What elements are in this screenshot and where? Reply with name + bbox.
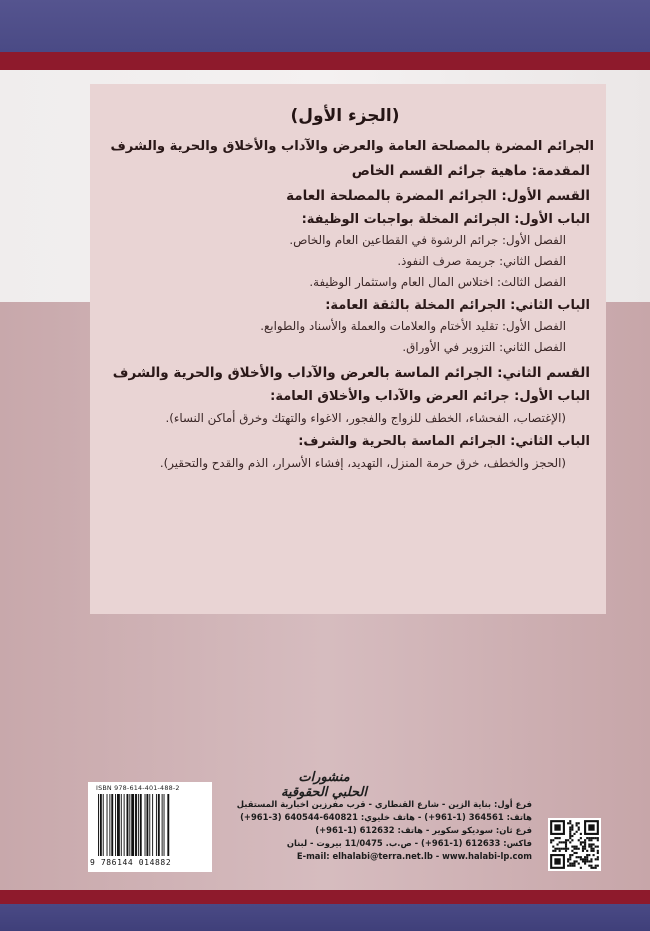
part1-chapter2-section1: الفصل الأول: تقليد الأختام والعلامات والعملة والأسناد والطوابع. [260,319,566,333]
qr-module [554,850,556,852]
qr-module [573,860,575,862]
qr-module [582,848,584,850]
qr-module [578,863,580,865]
qr-finder-core [554,858,560,864]
qr-module [584,846,586,848]
qr-module [588,860,590,862]
address-line-4: فاكس: 612633 (1-961+) - ص.ب. 11/0475 بيروت - لبنان [286,838,532,848]
barcode-bar [156,794,157,856]
qr-module [595,837,597,839]
part2-chapter2-body: (الحجز والخطف، خرق حرمة المنزل، التهديد، إفشاء الأسرار، الذم والقدح والتحقير). [159,456,566,470]
publisher-logo: منشورات الحلبي الحقوقية [281,770,367,800]
barcode-bar [111,794,113,856]
qr-module [569,835,571,837]
bottom-band [0,904,650,931]
qr-module [571,824,573,826]
qr-module [571,846,573,848]
qr-module [554,848,556,850]
part1-chapter2-heading: الباب الثاني: الجرائم المخلة بالثقة العامة: [325,298,590,313]
qr-module [576,824,578,826]
qr-module [597,839,599,841]
qr-module [590,865,592,867]
bottom-red-stripe [0,890,650,904]
qr-module [569,858,571,860]
qr-module [565,843,567,845]
isbn-barcode [88,782,212,872]
qr-module [590,837,592,839]
isbn-label: ISBN 978-614-401-488-2 [96,784,180,792]
qr-module [588,854,590,856]
barcode-bar [98,794,99,856]
qr-module [565,841,567,843]
qr-module [593,843,595,845]
qr-module [576,831,578,833]
qr-module [563,841,565,843]
qr-module [584,843,586,845]
qr-module [580,843,582,845]
main-title: الجرائم المضرة بالمصلحة العامة والعرض والآداب والأخلاق والحرية والشرف [110,139,594,154]
publisher-address [220,798,532,863]
qr-module [578,822,580,824]
qr-module [554,837,556,839]
qr-module [588,846,590,848]
qr-module [550,841,552,843]
barcode-bar [146,794,148,856]
barcode-bar [140,794,142,856]
qr-module [567,865,569,867]
qr-module [571,865,573,867]
barcode-bar [121,794,122,856]
qr-module [590,839,592,841]
qr-module [586,860,588,862]
qr-module [556,837,558,839]
barcode-bar [158,794,160,856]
qr-module [578,829,580,831]
qr-module [573,863,575,865]
isbn-digits: 9 786144 014882 [90,858,172,867]
part2-heading: القسم الثاني: الجرائم الماسة بالعرض والآداب والأخلاق والحرية والشرف [112,365,590,381]
qr-module [586,858,588,860]
qr-module [584,863,586,865]
qr-module [573,852,575,854]
qr-module [571,863,573,865]
qr-module [584,860,586,862]
qr-module [576,848,578,850]
qr-module [552,846,554,848]
qr-module [561,841,563,843]
qr-module [569,826,571,828]
qr-module [559,837,561,839]
qr-module [588,839,590,841]
barcode-bar [127,794,129,856]
qr-module [550,839,552,841]
qr-module [569,822,571,824]
qr-module [573,865,575,867]
part1-chapter1-section2: الفصل الثاني: جريمة صرف النفوذ. [397,254,566,268]
qr-module [584,856,586,858]
qr-module [569,856,571,858]
qr-module [593,848,595,850]
qr-module [569,865,571,867]
qr-module [578,826,580,828]
barcode-bars [98,794,202,856]
qr-code-graphic [548,818,601,871]
qr-module [576,846,578,848]
qr-module [571,854,573,856]
qr-module [584,848,586,850]
part1-chapter1-heading: الباب الأول: الجرائم المخلة بواجبات الوظيفة: [301,212,590,227]
barcode-bar [138,794,139,856]
qr-module [586,854,588,856]
qr-module [597,850,599,852]
qr-module [597,852,599,854]
qr-module [582,860,584,862]
qr-module [571,826,573,828]
qr-module [571,835,573,837]
qr-module [582,841,584,843]
qr-module [588,865,590,867]
qr-module [565,848,567,850]
qr-module [582,850,584,852]
barcode-bar [107,794,108,856]
part2-chapter2-heading: الباب الثاني: الجرائم الماسة بالحرية والشرف: [298,434,590,449]
qr-module [593,850,595,852]
qr-module [559,841,561,843]
qr-module [561,848,563,850]
qr-module [567,822,569,824]
qr-module [593,837,595,839]
volume-title: (الجزء الأول) [290,106,400,126]
qr-module [582,858,584,860]
qr-module [576,822,578,824]
qr-module [590,843,592,845]
barcode-bar [162,794,163,856]
qr-module [567,839,569,841]
part1-chapter1-section1: الفصل الأول: جرائم الرشوة في القطاعين العام والخاص. [289,233,566,247]
qr-module [597,858,599,860]
part2-chapter1-body: (الإغتصاب، الفحشاء، الخطف للزواج والفجور، الاغواء والتهتك وخرق أماكن النساء). [165,411,566,425]
qr-module [580,867,582,869]
qr-module [588,843,590,845]
barcode-bar [164,794,165,856]
qr-module [569,841,571,843]
qr-module [590,848,592,850]
part1-chapter2-section2: الفصل الثاني: التزوير في الأوراق. [402,340,566,354]
qr-module [590,858,592,860]
qr-module [590,850,592,852]
qr-module [580,841,582,843]
qr-module [586,850,588,852]
qr-module [567,858,569,860]
part2-chapter1-heading: الباب الأول: جرائم العرض والآداب والأخلاق العامة: [270,389,590,404]
qr-module [556,843,558,845]
qr-module [567,860,569,862]
qr-module [576,856,578,858]
address-line-3: فرع ثان: سوديكو سكوير - هاتف: 612632 (1-961+) [315,825,532,835]
qr-module [576,852,578,854]
qr-module [595,867,597,869]
qr-module [580,858,582,860]
qr-module [578,848,580,850]
qr-module [567,848,569,850]
qr-module [597,846,599,848]
qr-module [593,854,595,856]
part1-heading: القسم الأول: الجرائم المضرة بالمصلحة العامة [286,188,590,204]
qr-module [595,846,597,848]
qr-module [578,839,580,841]
address-line-2: هاتف: 364561 (1-961+) - هاتف خليوي: 640821-640544 (3-961+) [240,812,532,822]
qr-module [571,850,573,852]
qr-module [569,829,571,831]
qr-module [565,846,567,848]
qr-module [569,837,571,839]
qr-module [569,831,571,833]
qr-module [569,863,571,865]
barcode-bar [109,794,110,856]
barcode-bar [152,794,153,856]
qr-module [552,839,554,841]
qr-finder-core [554,824,560,830]
qr-module [552,850,554,852]
qr-module [569,833,571,835]
qr-module [590,867,592,869]
address-email: E-mail: elhalabi@terra.net.lb - www.halabi-lp.com [296,851,532,861]
top-band [0,0,650,52]
part1-chapter1-section3: الفصل الثالث: اختلاس المال العام واستثمار الوظيفة. [309,275,566,289]
qr-module [573,846,575,848]
qr-module [571,839,573,841]
qr-module [580,833,582,835]
qr-module [573,833,575,835]
qr-module [559,848,561,850]
qr-module [573,848,575,850]
barcode-bar [124,794,125,856]
qr-code [548,818,601,871]
qr-module [582,846,584,848]
qr-module [584,841,586,843]
qr-module [595,865,597,867]
address-line-1: فرع أول: بناية الزين - شارع القنطاري - قرب مفرزين اخبارية المستقبل [236,799,532,809]
barcode-bar [135,794,137,856]
contents-panel [90,84,606,614]
qr-module [565,850,567,852]
qr-module [586,856,588,858]
qr-module [588,837,590,839]
qr-module [584,839,586,841]
barcode-bar [129,794,130,856]
qr-module [590,860,592,862]
barcode-bar [117,794,120,856]
barcode-bar [131,794,134,856]
qr-module [571,829,573,831]
qr-module [595,858,597,860]
intro-heading: المقدمة: ماهية جرائم القسم الخاص [351,163,590,179]
qr-module [580,837,582,839]
qr-module [593,867,595,869]
barcode-bar [149,794,150,856]
qr-module [569,854,571,856]
qr-finder-core [588,824,594,830]
barcode-bar [103,794,104,856]
barcode-bar [100,794,102,856]
qr-module [578,856,580,858]
qr-module [559,850,561,852]
qr-module [597,856,599,858]
qr-module [565,839,567,841]
qr-module [584,858,586,860]
qr-module [556,848,558,850]
qr-module [569,820,571,822]
qr-module [563,848,565,850]
barcode-bar [167,794,169,856]
qr-module [597,865,599,867]
qr-module [576,860,578,862]
barcode-bar [145,794,146,856]
qr-module [597,837,599,839]
top-red-stripe [0,52,650,70]
qr-module [586,837,588,839]
qr-module [590,846,592,848]
barcode-bar [115,794,116,856]
qr-module [580,856,582,858]
